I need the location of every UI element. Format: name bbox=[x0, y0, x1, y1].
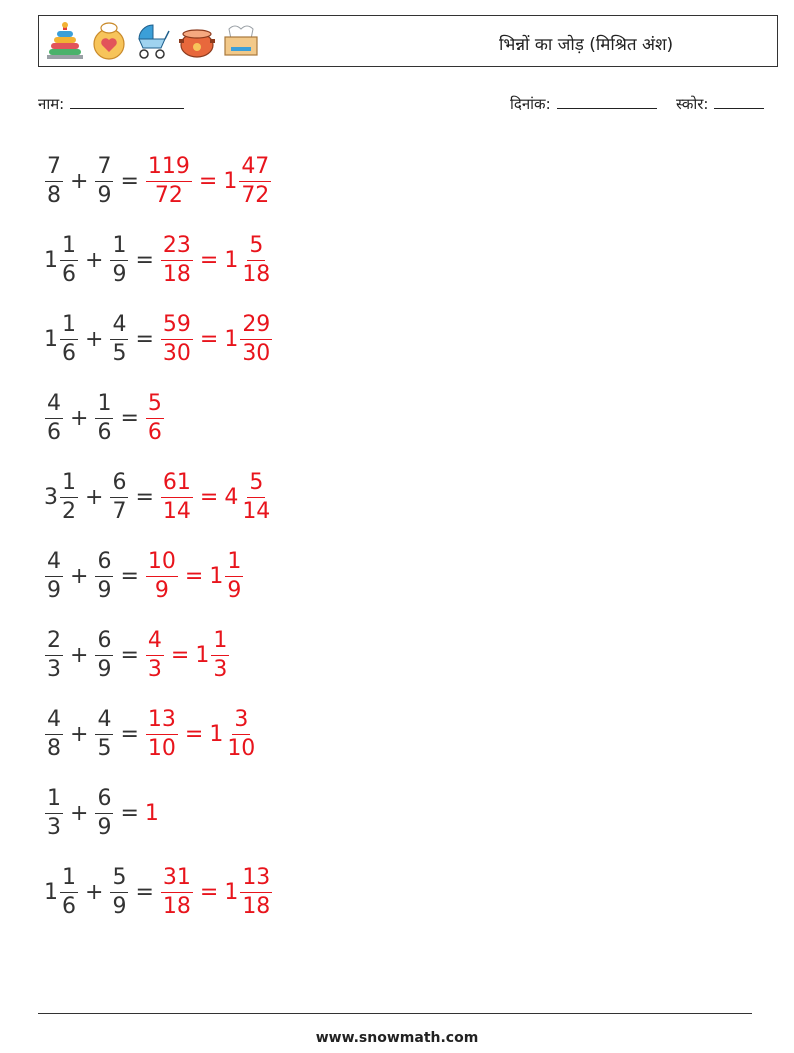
fraction bbox=[45, 549, 63, 604]
denominator: 9 bbox=[227, 578, 242, 603]
numerator: 61 bbox=[161, 470, 193, 498]
equals-sign: = bbox=[120, 722, 139, 747]
mixed-number-answer bbox=[224, 470, 273, 525]
mixed-number-answer bbox=[223, 154, 272, 209]
denominator: 9 bbox=[97, 657, 112, 682]
mixed-number-answer bbox=[224, 312, 273, 367]
numerator: 5 bbox=[247, 470, 265, 498]
first-addend bbox=[44, 154, 64, 209]
numerator: 59 bbox=[161, 312, 193, 340]
whole-number: 1 bbox=[44, 327, 58, 352]
second-addend bbox=[94, 786, 114, 841]
problem-row bbox=[44, 379, 644, 458]
denominator: 8 bbox=[47, 183, 61, 208]
fraction bbox=[95, 786, 113, 841]
numerator: 5 bbox=[247, 233, 265, 261]
denominator: 3 bbox=[147, 657, 162, 682]
first-addend bbox=[44, 312, 79, 367]
score-label: स्कोर: bbox=[676, 95, 709, 113]
problem-row bbox=[44, 853, 644, 932]
whole-number: 3 bbox=[44, 485, 58, 510]
numerator: 119 bbox=[146, 154, 192, 182]
baby-stroller-icon bbox=[133, 21, 173, 61]
fraction bbox=[225, 549, 243, 604]
denominator: 18 bbox=[162, 894, 191, 919]
equals-sign: = bbox=[120, 801, 139, 826]
answer-equals-sign: = bbox=[199, 248, 219, 273]
first-addend bbox=[44, 628, 64, 683]
numerator: 6 bbox=[95, 786, 113, 814]
improper-fraction-answer bbox=[146, 549, 178, 604]
equals-sign: = bbox=[135, 485, 154, 510]
denominator: 9 bbox=[97, 578, 112, 603]
problem-row bbox=[44, 458, 644, 537]
answer bbox=[145, 801, 159, 826]
denominator: 18 bbox=[242, 262, 271, 287]
numerator: 1 bbox=[60, 865, 78, 893]
denominator: 9 bbox=[47, 578, 61, 603]
problem-row bbox=[44, 695, 644, 774]
denominator: 72 bbox=[241, 183, 270, 208]
plus-sign: + bbox=[70, 406, 89, 431]
denominator: 6 bbox=[97, 420, 112, 445]
denominator: 9 bbox=[97, 183, 112, 208]
first-addend bbox=[44, 549, 64, 604]
problem-list bbox=[44, 142, 644, 932]
improper-fraction-answer bbox=[146, 391, 164, 446]
numerator: 1 bbox=[110, 233, 128, 261]
improper-fraction-answer bbox=[146, 628, 164, 683]
fraction bbox=[60, 312, 78, 367]
numerator: 5 bbox=[146, 391, 164, 419]
score-field bbox=[676, 94, 764, 114]
answer bbox=[160, 312, 273, 367]
fraction bbox=[45, 786, 63, 841]
improper-fraction-answer bbox=[161, 470, 193, 525]
plus-sign: + bbox=[85, 248, 104, 273]
answer bbox=[145, 391, 165, 446]
answer-equals-sign: = bbox=[199, 880, 219, 905]
first-addend bbox=[44, 707, 64, 762]
plus-sign: + bbox=[70, 169, 89, 194]
date-blank[interactable] bbox=[557, 94, 657, 109]
improper-fraction-answer bbox=[146, 154, 192, 209]
mixed-number-answer bbox=[224, 865, 273, 920]
second-addend bbox=[94, 628, 114, 683]
fraction bbox=[240, 865, 272, 920]
numerator: 6 bbox=[95, 549, 113, 577]
name-blank[interactable] bbox=[70, 94, 184, 109]
answer bbox=[160, 233, 273, 288]
numerator: 23 bbox=[161, 233, 193, 261]
numerator: 5 bbox=[110, 865, 128, 893]
denominator: 14 bbox=[242, 499, 271, 524]
second-addend bbox=[109, 233, 129, 288]
numerator: 3 bbox=[232, 707, 250, 735]
denominator: 3 bbox=[47, 657, 61, 682]
numerator: 1 bbox=[45, 786, 63, 814]
fraction bbox=[45, 391, 63, 446]
equals-sign: = bbox=[120, 406, 139, 431]
name-field bbox=[38, 94, 184, 114]
denominator: 72 bbox=[154, 183, 183, 208]
numerator: 1 bbox=[60, 233, 78, 261]
denominator: 6 bbox=[47, 420, 61, 445]
mixed-number-answer bbox=[224, 233, 273, 288]
improper-fraction-answer bbox=[161, 865, 193, 920]
problem-row bbox=[44, 774, 644, 853]
whole-number: 1 bbox=[224, 880, 239, 905]
footer-url: www.snowmath.com bbox=[315, 1030, 479, 1046]
second-addend bbox=[94, 391, 114, 446]
numerator: 7 bbox=[95, 154, 113, 182]
whole-number: 1 bbox=[44, 248, 58, 273]
improper-fraction-answer bbox=[146, 707, 178, 762]
equals-sign: = bbox=[120, 643, 139, 668]
first-addend bbox=[44, 786, 64, 841]
fraction bbox=[240, 470, 272, 525]
mixed-number-answer bbox=[209, 707, 258, 762]
fraction bbox=[95, 707, 113, 762]
whole-answer: 1 bbox=[144, 801, 159, 826]
whole-number: 1 bbox=[195, 643, 210, 668]
problem-row bbox=[44, 221, 644, 300]
header-icons bbox=[45, 21, 261, 61]
denominator: 10 bbox=[227, 736, 256, 761]
denominator: 30 bbox=[242, 341, 271, 366]
numerator: 4 bbox=[146, 628, 164, 656]
fraction bbox=[110, 470, 128, 525]
plus-sign: + bbox=[70, 643, 89, 668]
numerator: 4 bbox=[45, 549, 63, 577]
denominator: 3 bbox=[47, 815, 61, 840]
fraction bbox=[110, 233, 128, 288]
plus-sign: + bbox=[85, 327, 104, 352]
numerator: 2 bbox=[45, 628, 63, 656]
numerator: 4 bbox=[110, 312, 128, 340]
numerator: 31 bbox=[161, 865, 193, 893]
fraction bbox=[240, 233, 272, 288]
equals-sign: = bbox=[135, 248, 154, 273]
fraction bbox=[110, 312, 128, 367]
numerator: 47 bbox=[239, 154, 271, 182]
numerator: 1 bbox=[60, 312, 78, 340]
fraction bbox=[110, 865, 128, 920]
denominator: 30 bbox=[162, 341, 191, 366]
answer-equals-sign: = bbox=[184, 564, 204, 589]
second-addend bbox=[94, 549, 114, 604]
equals-sign: = bbox=[120, 564, 139, 589]
fraction bbox=[95, 549, 113, 604]
second-addend bbox=[94, 154, 114, 209]
second-addend bbox=[109, 470, 129, 525]
second-addend bbox=[109, 312, 129, 367]
plus-sign: + bbox=[85, 485, 104, 510]
whole-number: 1 bbox=[224, 248, 239, 273]
numerator: 13 bbox=[240, 865, 272, 893]
denominator: 10 bbox=[147, 736, 176, 761]
whole-number: 4 bbox=[224, 485, 239, 510]
answer-equals-sign: = bbox=[198, 169, 218, 194]
worksheet-title: भिन्नों का जोड़ (मिश्रित अंश) bbox=[499, 35, 674, 55]
numerator: 29 bbox=[240, 312, 272, 340]
fraction bbox=[211, 628, 229, 683]
fraction bbox=[60, 865, 78, 920]
baby-pot-icon bbox=[177, 21, 217, 61]
numerator: 13 bbox=[146, 707, 178, 735]
numerator: 1 bbox=[225, 549, 243, 577]
problem-row bbox=[44, 142, 644, 221]
score-blank[interactable] bbox=[714, 94, 764, 109]
improper-fraction-answer bbox=[161, 233, 193, 288]
numerator: 4 bbox=[45, 707, 63, 735]
fraction bbox=[95, 391, 113, 446]
second-addend bbox=[109, 865, 129, 920]
equals-sign: = bbox=[120, 169, 139, 194]
answer-equals-sign: = bbox=[170, 643, 190, 668]
first-addend bbox=[44, 470, 79, 525]
plus-sign: + bbox=[70, 801, 89, 826]
denominator: 6 bbox=[147, 420, 162, 445]
denominator: 18 bbox=[242, 894, 271, 919]
date-field bbox=[510, 94, 657, 114]
problem-row bbox=[44, 300, 644, 379]
fraction bbox=[45, 154, 63, 209]
fraction bbox=[95, 628, 113, 683]
denominator: 3 bbox=[213, 657, 228, 682]
worksheet-header bbox=[38, 15, 778, 67]
denominator: 9 bbox=[112, 262, 127, 287]
denominator: 14 bbox=[162, 499, 191, 524]
footer-divider bbox=[38, 1013, 752, 1014]
denominator: 2 bbox=[62, 499, 76, 524]
numerator: 10 bbox=[146, 549, 178, 577]
denominator: 9 bbox=[154, 578, 169, 603]
answer-equals-sign: = bbox=[199, 327, 219, 352]
denominator: 18 bbox=[162, 262, 191, 287]
fraction bbox=[45, 628, 63, 683]
equals-sign: = bbox=[135, 327, 154, 352]
numerator: 6 bbox=[110, 470, 128, 498]
whole-number: 1 bbox=[209, 564, 224, 589]
denominator: 6 bbox=[62, 341, 76, 366]
answer bbox=[145, 154, 272, 209]
first-addend bbox=[44, 233, 79, 288]
answer bbox=[160, 470, 273, 525]
answer-equals-sign: = bbox=[199, 485, 219, 510]
numerator: 7 bbox=[45, 154, 63, 182]
problem-row bbox=[44, 537, 644, 616]
ring-stacker-toy-icon bbox=[45, 21, 85, 61]
tissue-box-icon bbox=[221, 21, 261, 61]
denominator: 6 bbox=[62, 894, 76, 919]
fraction bbox=[60, 470, 78, 525]
whole-number: 1 bbox=[224, 327, 239, 352]
denominator: 8 bbox=[47, 736, 61, 761]
denominator: 9 bbox=[97, 815, 112, 840]
numerator: 1 bbox=[211, 628, 229, 656]
answer bbox=[145, 628, 230, 683]
whole-number: 1 bbox=[223, 169, 238, 194]
answer-equals-sign: = bbox=[184, 722, 204, 747]
numerator: 4 bbox=[45, 391, 63, 419]
numerator: 1 bbox=[95, 391, 113, 419]
first-addend bbox=[44, 865, 79, 920]
fraction bbox=[95, 154, 113, 209]
numerator: 1 bbox=[60, 470, 78, 498]
problem-row bbox=[44, 616, 644, 695]
denominator: 5 bbox=[112, 341, 127, 366]
fraction bbox=[60, 233, 78, 288]
first-addend bbox=[44, 391, 64, 446]
denominator: 7 bbox=[112, 499, 127, 524]
answer bbox=[145, 707, 258, 762]
baby-bib-icon bbox=[89, 21, 129, 61]
plus-sign: + bbox=[70, 722, 89, 747]
plus-sign: + bbox=[70, 564, 89, 589]
whole-number: 1 bbox=[209, 722, 224, 747]
denominator: 9 bbox=[112, 894, 127, 919]
whole-number: 1 bbox=[44, 880, 58, 905]
improper-fraction-answer bbox=[161, 312, 193, 367]
answer bbox=[145, 549, 244, 604]
mixed-number-answer bbox=[195, 628, 230, 683]
second-addend bbox=[94, 707, 114, 762]
numerator: 6 bbox=[95, 628, 113, 656]
fraction bbox=[239, 154, 271, 209]
date-label: दिनांक: bbox=[510, 95, 551, 113]
mixed-number-answer bbox=[209, 549, 244, 604]
plus-sign: + bbox=[85, 880, 104, 905]
denominator: 5 bbox=[97, 736, 112, 761]
name-label: नाम: bbox=[38, 95, 65, 113]
equals-sign: = bbox=[135, 880, 154, 905]
answer bbox=[160, 865, 273, 920]
numerator: 4 bbox=[95, 707, 113, 735]
fraction bbox=[225, 707, 257, 762]
fraction bbox=[240, 312, 272, 367]
denominator: 6 bbox=[62, 262, 76, 287]
fraction bbox=[45, 707, 63, 762]
